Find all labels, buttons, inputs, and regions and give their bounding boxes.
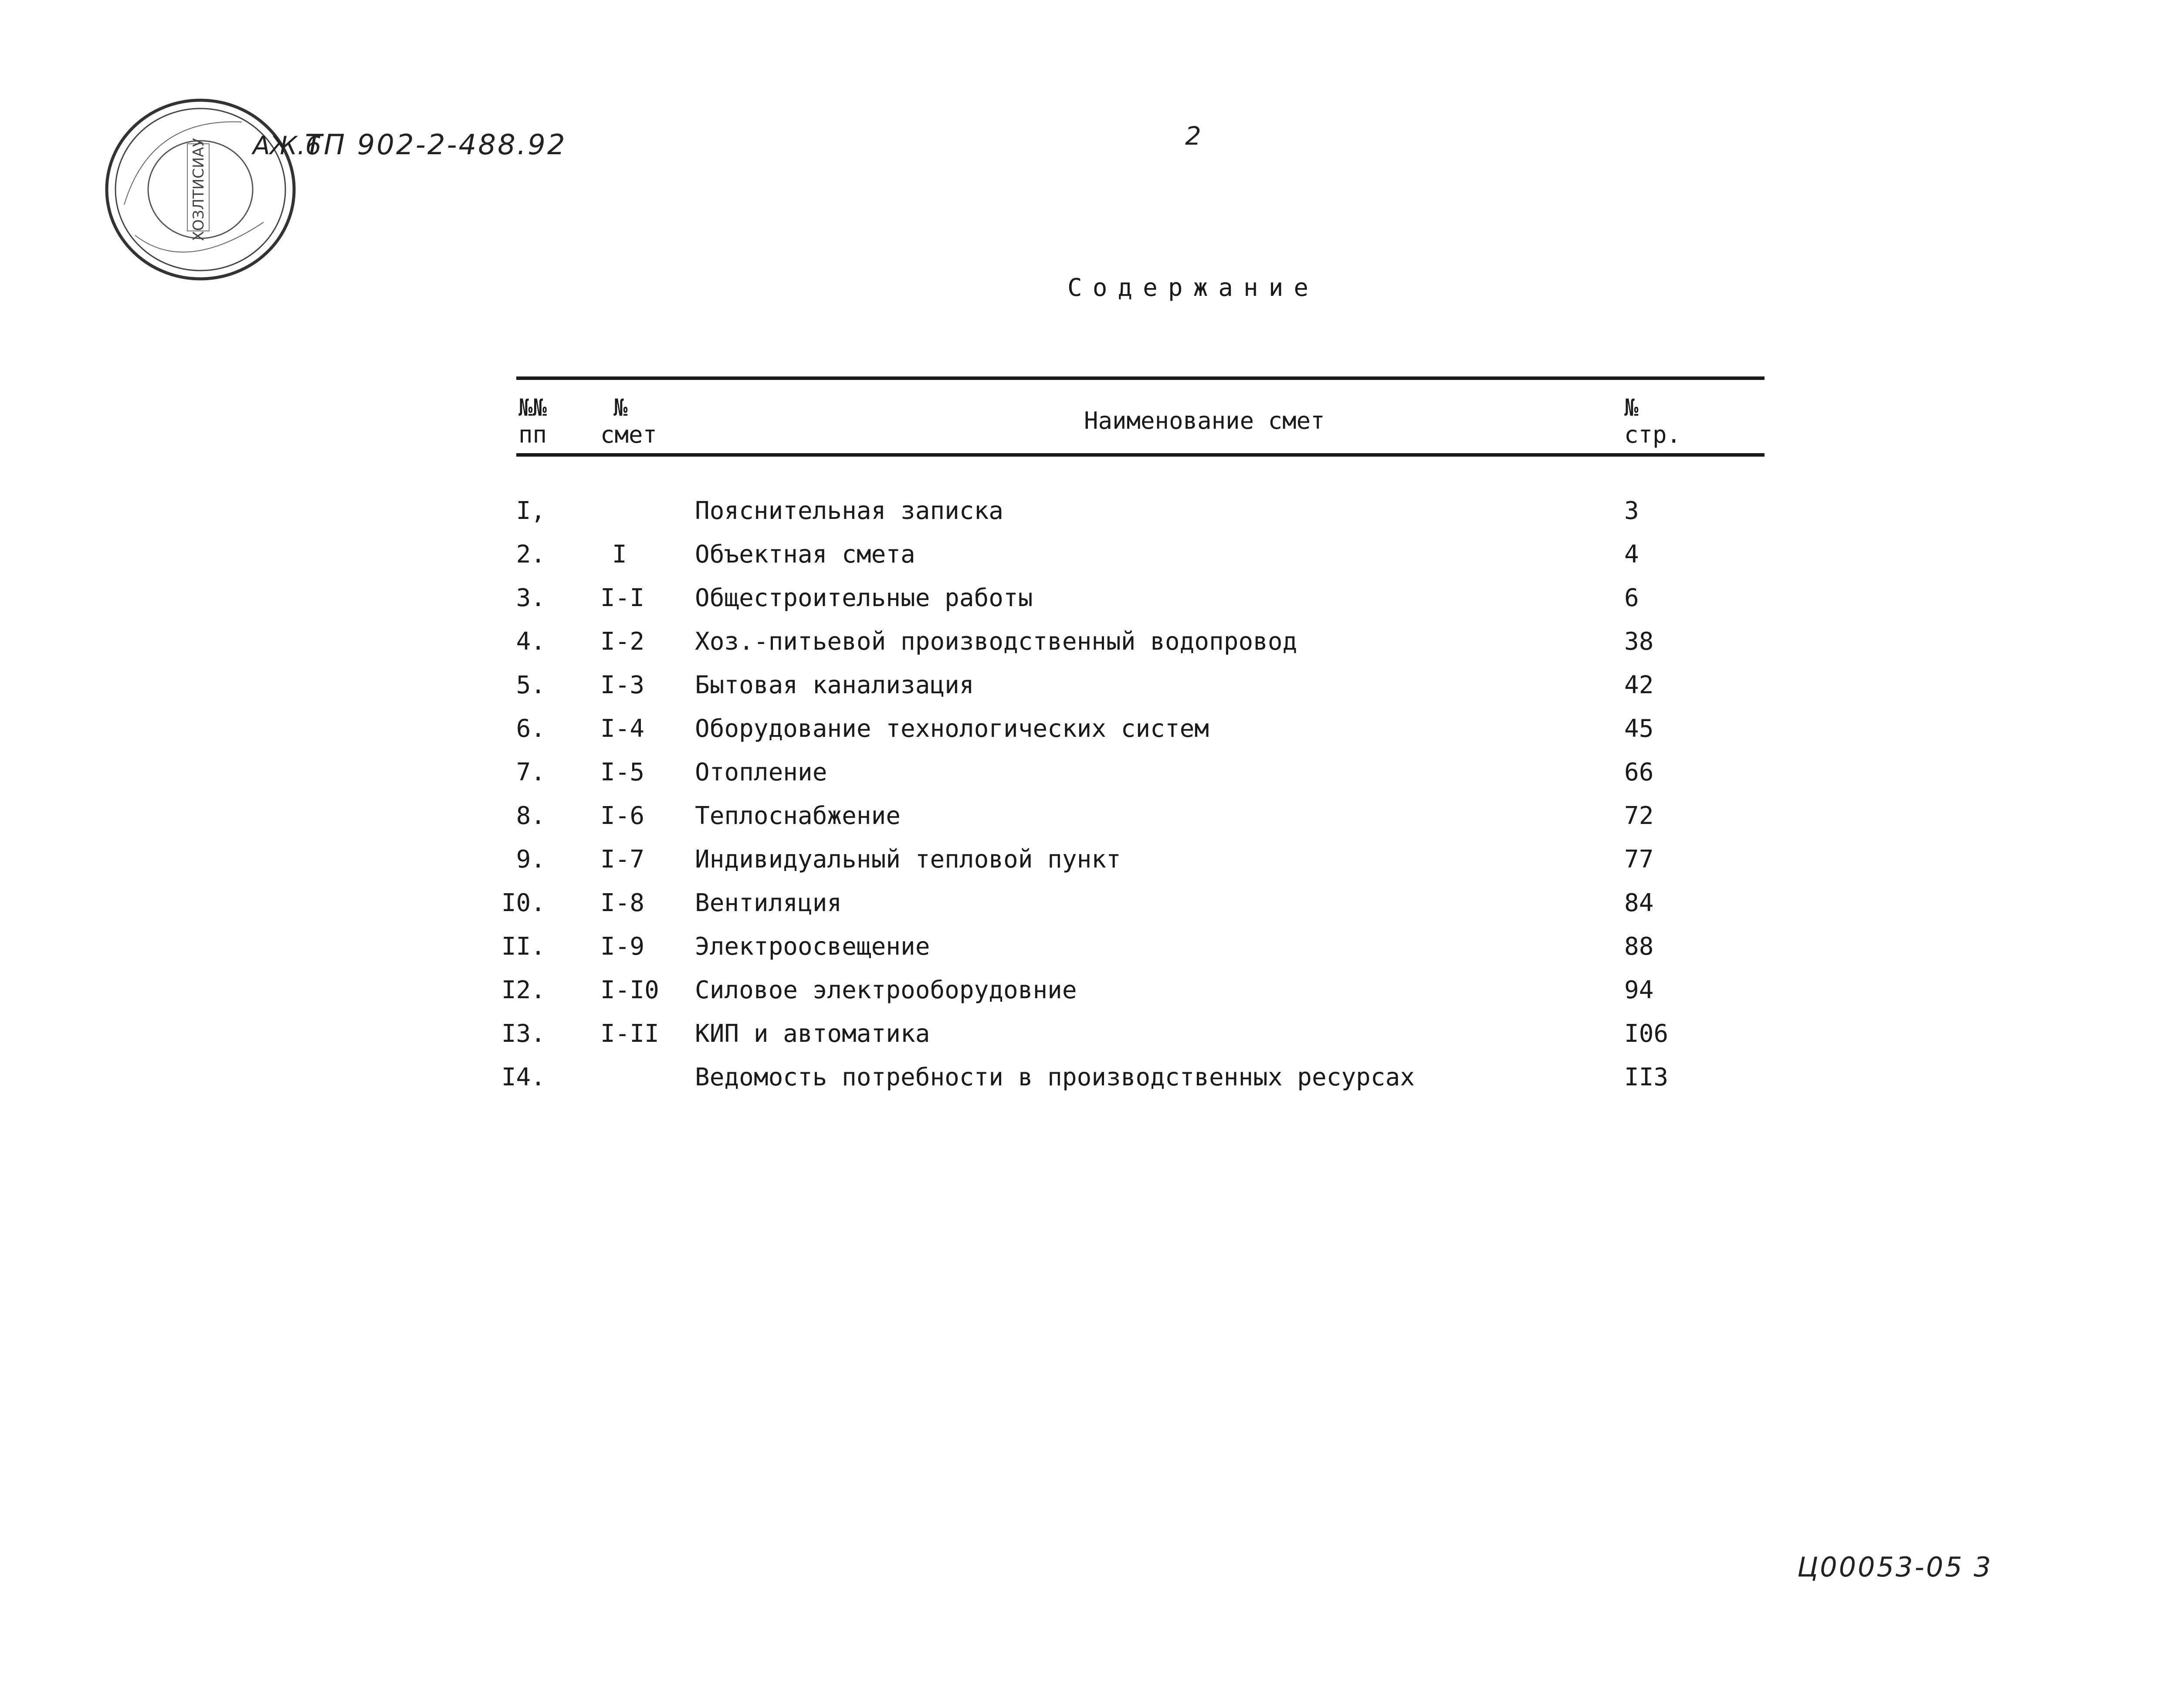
row-number: I4. — [501, 1063, 545, 1091]
table-row — [0, 975, 2161, 1019]
table-row — [0, 932, 2161, 975]
row-smet: I-II — [600, 1020, 659, 1048]
table-row — [0, 844, 2161, 888]
header-pp — [518, 394, 547, 448]
row-page: 42 — [1624, 671, 1654, 699]
row-page: 4 — [1624, 540, 1639, 569]
header-page — [1624, 394, 1681, 448]
row-smet: I-3 — [600, 671, 645, 699]
footer-page-number: 3 — [1974, 1551, 1991, 1583]
table-row — [0, 714, 2161, 757]
row-page: I06 — [1624, 1020, 1669, 1048]
document-code: ТП 902-2-488.92 — [305, 129, 567, 161]
header-smet-line1: № — [613, 394, 628, 421]
row-smet: I-4 — [600, 715, 645, 743]
header-smet — [600, 394, 657, 448]
row-number: 5. — [516, 671, 545, 699]
row-number: II. — [501, 932, 545, 961]
row-smet: I-I — [600, 584, 645, 612]
row-number: I0. — [501, 889, 545, 917]
svg-text:ХОЗЛТИСИАУ: ХОЗЛТИСИАУ — [190, 138, 207, 241]
header-smet-line2: смет — [600, 421, 657, 448]
row-name: Ведомость потребности в производственных ресурсах — [695, 1063, 1415, 1091]
row-number: I, — [516, 497, 545, 525]
row-name: Отопление — [695, 758, 827, 786]
table-row — [0, 757, 2161, 801]
header-page-line2: стр. — [1624, 421, 1681, 448]
table-row — [0, 496, 2161, 539]
row-number: 7. — [516, 758, 545, 786]
row-smet: I-I0 — [600, 976, 659, 1004]
row-number: 6. — [516, 715, 545, 743]
handwritten-prefix: АЖ.6 — [253, 131, 322, 160]
row-smet: I-7 — [600, 845, 645, 874]
row-name: КИП и автоматика — [695, 1020, 930, 1048]
row-smet: I-2 — [600, 627, 645, 656]
table-row — [0, 1062, 2161, 1106]
row-page: 84 — [1624, 889, 1654, 917]
row-name: Индивидуальный тепловой пункт — [695, 845, 1121, 874]
table-row — [0, 583, 2161, 627]
table-row — [0, 670, 2161, 714]
table-row — [0, 1019, 2161, 1062]
row-smet: I-9 — [600, 932, 645, 961]
table-row — [0, 888, 2161, 932]
row-page: 77 — [1624, 845, 1654, 874]
row-number: I3. — [501, 1020, 545, 1048]
row-page: 6 — [1624, 584, 1639, 612]
row-number: 9. — [516, 845, 545, 874]
header-page-line1: № — [1624, 394, 1639, 421]
table-header-rule — [516, 453, 1765, 457]
footer-document-code: Ц00053-05 — [1797, 1551, 1964, 1583]
row-name: Хоз.-питьевой производственный водопровод — [695, 627, 1297, 656]
row-smet: I-6 — [600, 802, 645, 830]
row-number: I2. — [501, 976, 545, 1004]
row-name: Теплоснабжение — [695, 802, 901, 830]
page-title: Содержание — [1067, 274, 1319, 302]
row-name: Бытовая канализация — [695, 671, 974, 699]
row-page: II3 — [1624, 1063, 1669, 1091]
row-name: Объектная смета — [695, 540, 915, 569]
row-page: 3 — [1624, 497, 1639, 525]
row-page: 66 — [1624, 758, 1654, 786]
row-page: 38 — [1624, 627, 1654, 656]
row-name: Электроосвещение — [695, 932, 930, 961]
round-stamp — [98, 92, 303, 288]
table-row — [0, 627, 2161, 670]
table-top-rule — [516, 376, 1765, 380]
row-name: Оборудование технологических систем — [695, 715, 1209, 743]
row-page: 88 — [1624, 932, 1654, 961]
page-number-top: 2 — [1185, 121, 1201, 151]
row-name: Пояснительная записка — [695, 497, 1004, 525]
row-page: 72 — [1624, 802, 1654, 830]
header-name: Наименование смет — [1084, 407, 1325, 434]
row-number: 4. — [516, 627, 545, 656]
row-page: 45 — [1624, 715, 1654, 743]
row-name: Общестроительные работы — [695, 584, 1033, 612]
header-pp-line2: пп — [518, 421, 547, 448]
row-page: 94 — [1624, 976, 1654, 1004]
row-name: Силовое электрооборудовние — [695, 976, 1077, 1004]
row-smet: I-5 — [600, 758, 645, 786]
row-smet: I — [612, 540, 627, 569]
table-row — [0, 539, 2161, 583]
row-smet: I-8 — [600, 889, 645, 917]
table-row — [0, 801, 2161, 844]
row-number: 8. — [516, 802, 545, 830]
row-name: Вентиляция — [695, 889, 842, 917]
header-pp-line1: №№ — [518, 394, 547, 421]
row-number: 3. — [516, 584, 545, 612]
row-number: 2. — [516, 540, 545, 569]
